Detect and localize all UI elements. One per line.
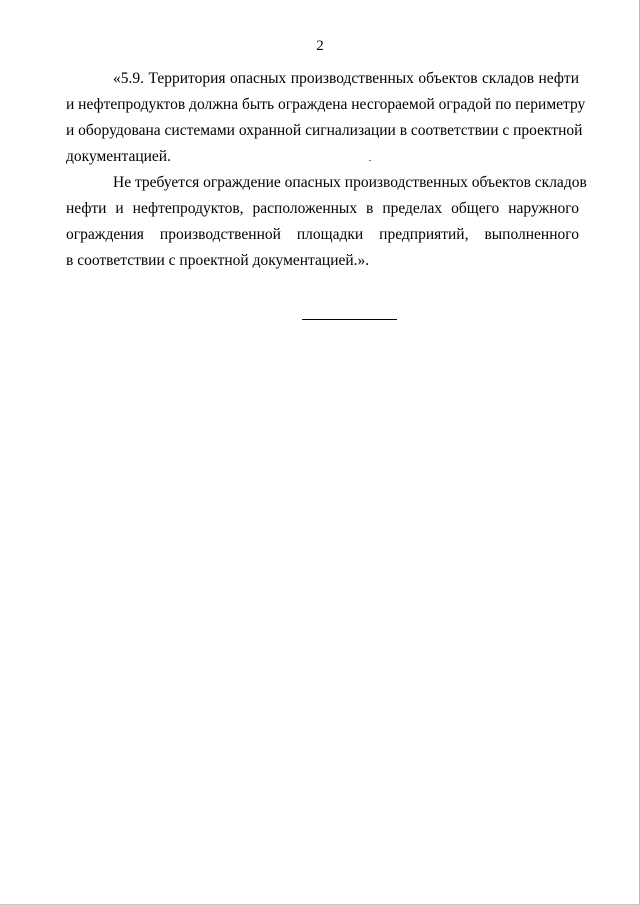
paragraph-exception: [66, 170, 587, 274]
text-line: документацией.: [66, 148, 171, 165]
end-separator-line: [302, 319, 397, 320]
page-number: 2: [316, 38, 324, 54]
text-line: Не требуется ограждение опасных производственных объектов складов: [113, 174, 587, 191]
text-line: «5.9. Территория опасных производственных объектов складов нефти: [113, 70, 579, 87]
text-line: и оборудована системами охранной сигнализации в соответствии с проектной: [66, 122, 583, 139]
text-line: и нефтепродуктов должна быть ограждена несгораемой оградой по периметру: [66, 96, 586, 113]
text-line: нефти и нефтепродуктов, расположенных в пределах общего наружного: [66, 200, 579, 217]
text-line: в соответствии с проектной документацией.».: [66, 252, 370, 269]
paragraph-5-9: [66, 66, 586, 170]
text-line: ограждения производственной площадки предприятий, выполненного: [66, 226, 579, 243]
scan-speck: [369, 160, 371, 161]
